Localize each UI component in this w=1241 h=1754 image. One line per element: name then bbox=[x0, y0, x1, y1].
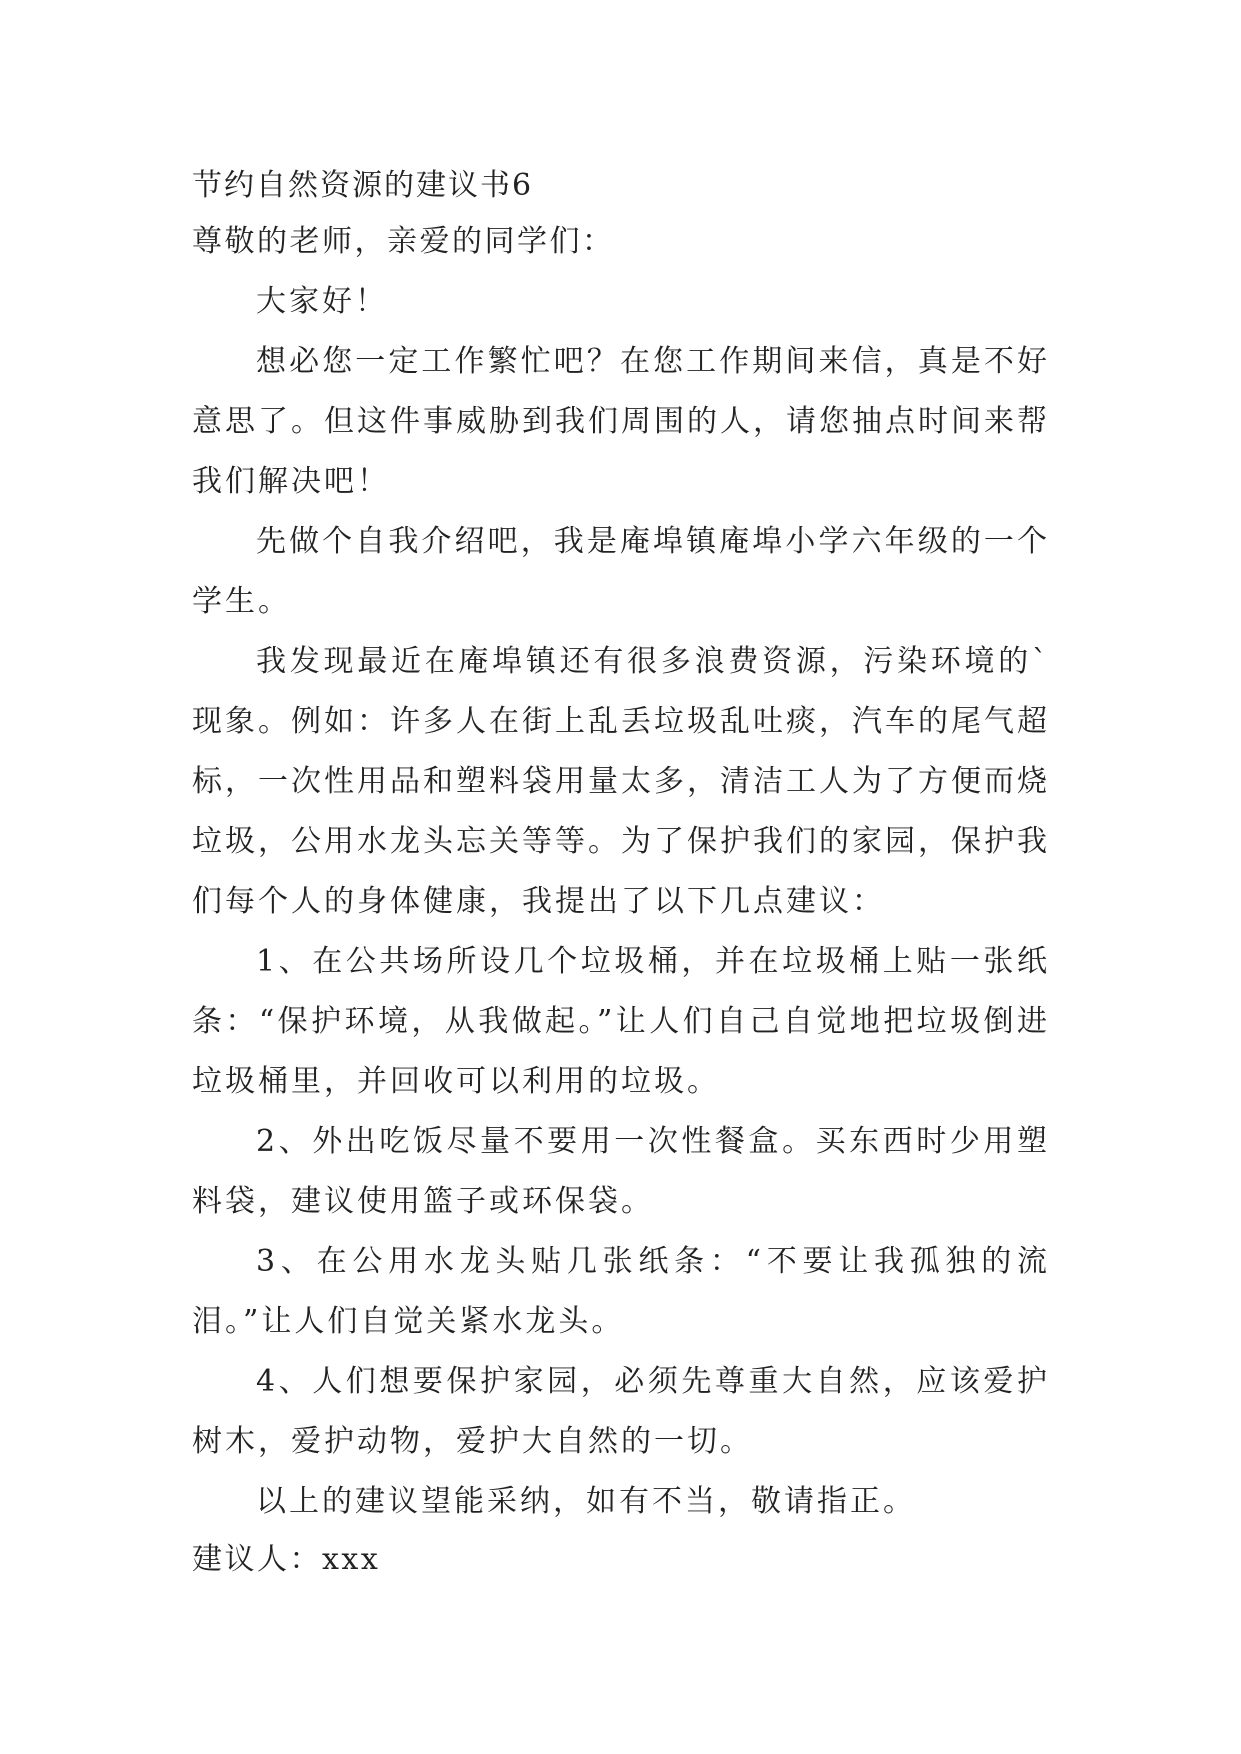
body-paragraph: 先做个自我介绍吧，我是庵埠镇庵埠小学六年级的一个学生。 bbox=[192, 524, 1050, 619]
suggestion-paragraph: 2、外出吃饭尽量不要用一次性餐盒。买东西时少用塑料袋，建议使用篮子或环保袋。 bbox=[192, 1124, 1050, 1219]
greeting-paragraph: 大家好！ bbox=[256, 284, 388, 319]
suggestion-paragraph: 1、在公共场所设几个垃圾桶，并在垃圾桶上贴一张纸条：“保护环境，从我做起。”让人们自己自觉地把垃圾倒进垃圾桶里，并回收可以利用的垃圾。 bbox=[192, 944, 1050, 1099]
suggestion-paragraph: 4、人们想要保护家园，必须先尊重大自然，应该爱护树木，爱护动物，爱护大自然的一切。 bbox=[192, 1364, 1050, 1459]
body-paragraph: 我发现最近在庵埠镇还有很多浪费资源，污染环境的`现象。例如：许多人在街上乱丢垃圾乱吐痰，汽车的尾气超标，一次性用品和塑料袋用量太多，清洁工人为了方便而烧垃圾，公用水龙头忘关等等。为了保护我们的家园，保护我们每个人的身体健康，我提出了以下几点建议： bbox=[192, 644, 1050, 919]
suggestion-paragraph: 3、在公用水龙头贴几张纸条：“不要让我孤独的流泪。”让人们自觉关紧水龙头。 bbox=[192, 1244, 1050, 1339]
signature: 建议人：xxx bbox=[192, 1542, 381, 1577]
document-title: 节约自然资源的建议书6 bbox=[192, 168, 534, 203]
body-paragraph: 想必您一定工作繁忙吧？在您工作期间来信，真是不好意思了。但这件事威胁到我们周围的人，请您抽点时间来帮我们解决吧！ bbox=[192, 344, 1050, 499]
document-page bbox=[192, 158, 1050, 1588]
closing-paragraph: 以上的建议望能采纳，如有不当，敬请指正。 bbox=[256, 1484, 916, 1519]
salutation: 尊敬的老师，亲爱的同学们： bbox=[192, 224, 615, 259]
